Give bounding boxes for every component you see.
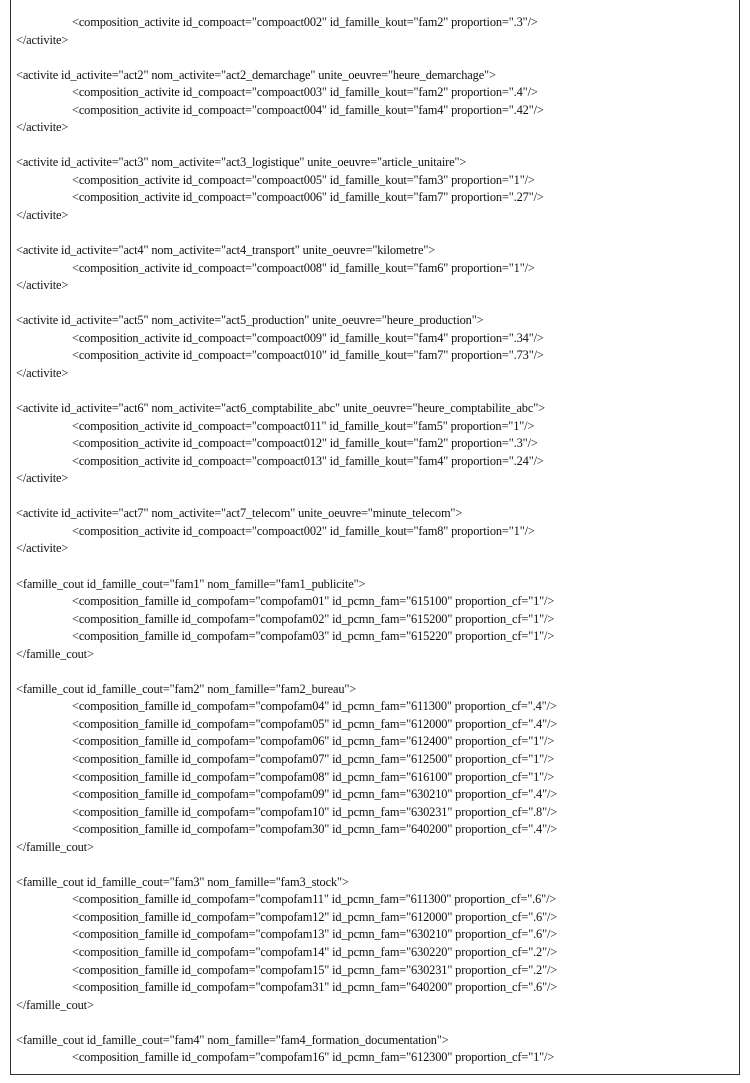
- code-line: <composition_famille id_compofam="compofam06" id_pcmn_fam="612400" proportion_cf="1"/>: [72, 734, 555, 749]
- code-line: <composition_activite id_compoact="compoact004" id_famille_kout="fam4" proportion=".42"/>: [72, 102, 544, 117]
- code-line: <composition_famille id_compofam="compofam07" id_pcmn_fam="612500" proportion_cf="1"/>: [72, 751, 555, 766]
- code-line: <composition_famille id_compofam="compofam31" id_pcmn_fam="640200" proportion_cf=".6"/>: [72, 980, 558, 995]
- code-line: <composition_activite id_compoact="compoact002" id_famille_kout="fam2" proportion=".3"/>: [72, 15, 538, 29]
- code-line: <activite id_activite="act7" nom_activite="act7_telecom" unite_oeuvre="minute_telecom">: [16, 506, 463, 521]
- code-line: </activite>: [16, 541, 69, 556]
- code-line: <activite id_activite="act2" nom_activite="act2_demarchage" unite_oeuvre="heure_demarchage">: [16, 67, 496, 82]
- code-line: <composition_activite id_compoact="compoact006" id_famille_kout="fam7" proportion=".27"/>: [72, 190, 544, 205]
- code-line: <composition_famille id_compofam="compofam15" id_pcmn_fam="630231" proportion_cf=".2"/>: [72, 962, 558, 977]
- code-line: [16, 1014, 739, 1032]
- code-line: [16, 49, 739, 67]
- code-listing-frame: [10, 0, 740, 1075]
- code-line: <activite id_activite="act3" nom_activite="act3_logistique" unite_oeuvre="article_unitaire">: [16, 155, 467, 170]
- xml-code-listing: [16, 14, 739, 1067]
- code-line: </activite>: [16, 32, 69, 47]
- code-line: <composition_activite id_compoact="compoact005" id_famille_kout="fam3" proportion="1"/>: [72, 172, 535, 187]
- code-line: </activite>: [16, 278, 69, 293]
- code-line: [16, 856, 739, 874]
- code-line: [16, 488, 739, 506]
- code-line: </activite>: [16, 120, 69, 135]
- code-line: </activite>: [16, 208, 69, 223]
- code-line: </famille_cout>: [16, 646, 94, 661]
- code-line: <composition_famille id_compofam="compofam11" id_pcmn_fam="611300" proportion_cf=".6"/>: [72, 892, 557, 907]
- code-line: <composition_famille id_compofam="compofam01" id_pcmn_fam="615100" proportion_cf="1"/>: [72, 594, 555, 609]
- code-line: <composition_activite id_compoact="compoact008" id_famille_kout="fam6" proportion="1"/>: [72, 260, 535, 275]
- code-line: </famille_cout>: [16, 997, 94, 1012]
- code-line: <activite id_activite="act6" nom_activite="act6_comptabilite_abc" unite_oeuvre="heure_comptabilite_abc">: [16, 401, 545, 416]
- code-line: <composition_famille id_compofam="compofam30" id_pcmn_fam="640200" proportion_cf=".4"/>: [72, 822, 558, 837]
- code-line: [16, 137, 739, 155]
- code-line: <composition_famille id_compofam="compofam02" id_pcmn_fam="615200" proportion_cf="1"/>: [72, 611, 555, 626]
- code-line: <composition_activite id_compoact="compoact009" id_famille_kout="fam4" proportion=".34"/>: [72, 330, 544, 345]
- code-line: <composition_famille id_compofam="compofam14" id_pcmn_fam="630220" proportion_cf=".2"/>: [72, 944, 558, 959]
- code-line: <composition_famille id_compofam="compofam10" id_pcmn_fam="630231" proportion_cf=".8"/>: [72, 804, 558, 819]
- code-line: <composition_famille id_compofam="compofam09" id_pcmn_fam="630210" proportion_cf=".4"/>: [72, 787, 558, 802]
- code-line: [16, 663, 739, 681]
- code-line: </activite>: [16, 471, 69, 486]
- code-line: <composition_activite id_compoact="compoact002" id_famille_kout="fam8" proportion="1"/>: [72, 523, 535, 538]
- code-line: <famille_cout id_famille_cout="fam1" nom_famille="fam1_publicite">: [16, 576, 366, 591]
- code-line: <famille_cout id_famille_cout="fam2" nom_famille="fam2_bureau">: [16, 681, 357, 696]
- code-line: <composition_famille id_compofam="compofam16" id_pcmn_fam="612300" proportion_cf="1"/>: [72, 1050, 555, 1065]
- code-line: <composition_famille id_compofam="compofam04" id_pcmn_fam="611300" proportion_cf=".4"/>: [72, 699, 557, 714]
- code-line: </famille_cout>: [16, 839, 94, 854]
- code-line: <composition_famille id_compofam="compofam13" id_pcmn_fam="630210" proportion_cf=".6"/>: [72, 927, 558, 942]
- code-line: [16, 295, 739, 313]
- code-line: <activite id_activite="act5" nom_activite="act5_production" unite_oeuvre="heure_production">: [16, 313, 484, 328]
- code-line: <composition_famille id_compofam="compofam03" id_pcmn_fam="615220" proportion_cf="1"/>: [72, 629, 555, 644]
- code-line: <activite id_activite="act4" nom_activite="act4_transport" unite_oeuvre="kilometre">: [16, 243, 436, 258]
- code-line: <composition_activite id_compoact="compoact011" id_famille_kout="fam5" proportion="1"/>: [72, 418, 535, 433]
- code-line: <composition_famille id_compofam="compofam12" id_pcmn_fam="612000" proportion_cf=".6"/>: [72, 909, 558, 924]
- code-line: [16, 225, 739, 243]
- code-line: <composition_famille id_compofam="compofam08" id_pcmn_fam="616100" proportion_cf="1"/>: [72, 769, 555, 784]
- code-line: <famille_cout id_famille_cout="fam3" nom_famille="fam3_stock">: [16, 874, 349, 889]
- code-line: [16, 558, 739, 576]
- code-line: <composition_activite id_compoact="compoact013" id_famille_kout="fam4" proportion=".24"/>: [72, 453, 544, 468]
- code-line: </activite>: [16, 365, 69, 380]
- code-line: [16, 382, 739, 400]
- code-line: <composition_activite id_compoact="compoact003" id_famille_kout="fam2" proportion=".4"/>: [72, 85, 538, 100]
- code-line: <composition_activite id_compoact="compoact010" id_famille_kout="fam7" proportion=".73"/>: [72, 348, 544, 363]
- code-line: <famille_cout id_famille_cout="fam4" nom_famille="fam4_formation_documentation">: [16, 1032, 449, 1047]
- code-line: <composition_famille id_compofam="compofam05" id_pcmn_fam="612000" proportion_cf=".4"/>: [72, 716, 558, 731]
- code-line: <composition_activite id_compoact="compoact012" id_famille_kout="fam2" proportion=".3"/>: [72, 436, 538, 451]
